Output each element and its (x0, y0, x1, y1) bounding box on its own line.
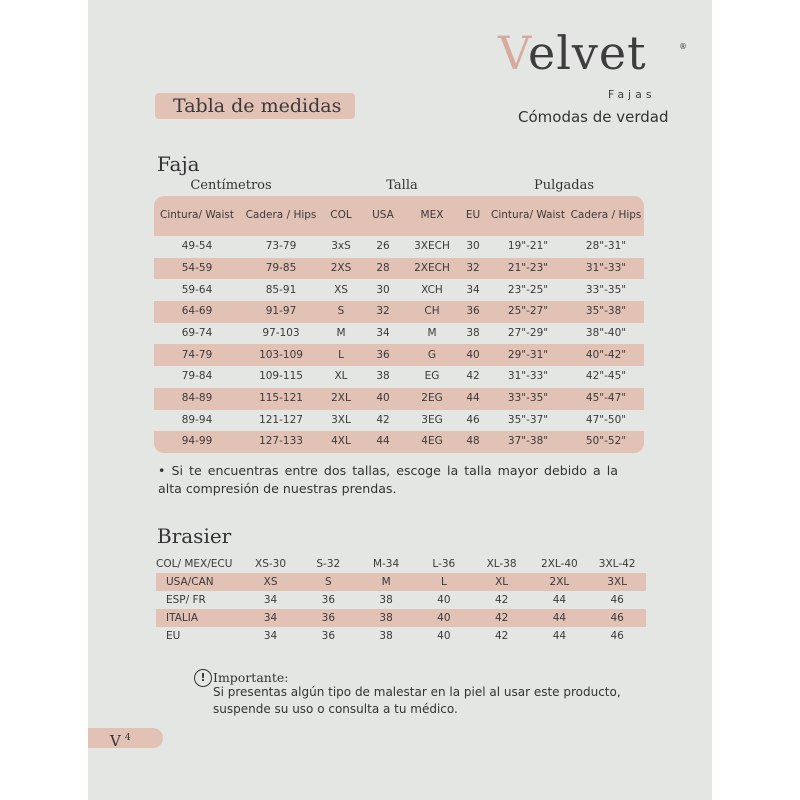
group-pulgadas: Pulgadas (533, 178, 595, 193)
table-cell: 3XL (607, 576, 628, 588)
table-row (154, 279, 644, 301)
table-cell: M (427, 327, 437, 340)
page (88, 0, 712, 800)
table-cell: L (440, 576, 447, 588)
table-cell: 3XECH (414, 240, 450, 253)
table-cell: 50"-52" (585, 435, 627, 448)
table-cell: 97-103 (262, 327, 300, 340)
table-row (156, 555, 646, 573)
table-cell: 74-79 (181, 348, 213, 361)
table-cell: 35"-37" (507, 413, 549, 426)
table-cell: 3XL (331, 413, 351, 426)
table-cell: XCH (421, 283, 443, 296)
table-cell: 31"-33" (585, 261, 627, 274)
table-cell: XS-30 (255, 558, 287, 570)
table-cell: 64-69 (181, 305, 213, 318)
table-cell: 59-64 (181, 283, 213, 296)
table-cell: 3xS (331, 240, 351, 253)
table-row (154, 366, 644, 388)
table-cell: 19"-21" (507, 240, 549, 253)
table-cell: 103-109 (259, 348, 303, 361)
table-cell: 38 (466, 327, 480, 340)
table-cell: 40 (437, 594, 451, 606)
header-cell: EU (465, 209, 481, 222)
table-cell: 46 (610, 630, 624, 642)
table-row (154, 258, 644, 280)
table-row (156, 609, 646, 627)
brasier-title: Brasier (157, 524, 232, 548)
table-cell: XL (495, 576, 509, 588)
table-cell: 2EG (421, 392, 443, 405)
table-cell: M (381, 576, 391, 588)
table-cell: 94-99 (181, 435, 213, 448)
table-cell: 44 (552, 630, 567, 642)
faja-title: Faja (157, 152, 200, 176)
table-cell: S (325, 576, 332, 588)
table-row (154, 388, 644, 410)
table-cell: 45"-47" (585, 392, 627, 405)
table-cell: 35"-38" (585, 305, 627, 318)
table-cell: 28"-31" (585, 240, 627, 253)
table-cell: ITALIA (166, 612, 199, 624)
table-cell: 42 (376, 413, 390, 426)
table-row (154, 323, 644, 345)
table-row (154, 301, 644, 323)
registered-mark: ® (679, 42, 687, 51)
table-cell: 46 (466, 413, 480, 426)
table-cell: 27"-29" (507, 327, 549, 340)
table-cell: 25"-27" (507, 305, 549, 318)
table-cell: 38 (379, 612, 393, 624)
table-cell: XS (263, 576, 278, 588)
table-cell: 2XECH (414, 261, 450, 274)
table-cell: S-32 (316, 558, 341, 570)
table-cell: 54-59 (181, 261, 213, 274)
table-cell: 69-74 (181, 327, 213, 340)
table-cell: 79-85 (265, 261, 297, 274)
header-cell: Cintura/ Waist (160, 209, 234, 222)
warning-icon: ! (194, 669, 212, 687)
table-row (156, 627, 646, 645)
table-cell: 3XL-42 (598, 558, 636, 570)
header-cell: Cintura/ Waist (491, 209, 565, 222)
table-cell: 26 (376, 240, 390, 253)
table-cell: 109-115 (259, 370, 303, 383)
table-cell: XL-38 (486, 558, 517, 570)
tagline: Cómodas de verdad (518, 108, 669, 126)
header-cell: Cadera / Hips (570, 209, 642, 222)
table-cell: 4EG (421, 435, 443, 448)
table-cell: 2XL-40 (541, 558, 578, 570)
table-cell: 47"-50" (585, 413, 627, 426)
table-cell: 36 (376, 348, 390, 361)
table-cell: 34 (263, 630, 278, 642)
table-cell: 29"-31" (507, 348, 549, 361)
table-cell: 44 (466, 392, 480, 405)
page-title: Tabla de medidas (155, 93, 355, 119)
group-cm: Centímetros (190, 178, 272, 193)
table-cell: 28 (376, 261, 390, 274)
table-cell: G (427, 348, 437, 361)
faja-header-row (154, 196, 644, 236)
table-cell: 40"-42" (585, 348, 627, 361)
table-cell: 33"-35" (585, 283, 627, 296)
brasier-size-table (156, 555, 646, 645)
table-cell: 38 (379, 630, 393, 642)
table-cell: 84-89 (181, 392, 213, 405)
table-row (154, 236, 644, 258)
table-cell: 48 (466, 435, 480, 448)
table-cell: 73-79 (265, 240, 297, 253)
table-row (154, 410, 644, 432)
table-cell: 37"-38" (507, 435, 549, 448)
header-cell: MEX (420, 209, 444, 222)
table-cell: USA/CAN (166, 576, 214, 588)
important-title: Importante: (213, 670, 289, 685)
table-cell: 40 (437, 612, 451, 624)
page-number: V $^4$ (88, 728, 163, 748)
brand-logo: Velvet (498, 26, 647, 80)
table-cell: 4XL (331, 435, 351, 448)
table-cell: 34 (466, 283, 480, 296)
table-cell: 42 (494, 594, 509, 606)
table-cell: EG (424, 370, 440, 383)
table-cell: CH (424, 305, 440, 318)
table-cell: 115-121 (259, 392, 303, 405)
table-cell: 40 (437, 630, 451, 642)
group-talla: Talla (386, 178, 418, 193)
table-cell: 42"-45" (585, 370, 627, 383)
table-cell: 85-91 (265, 283, 297, 296)
table-cell: 44 (552, 612, 567, 624)
table-cell: 30 (376, 283, 390, 296)
table-cell: 40 (466, 348, 480, 361)
table-row (156, 591, 646, 609)
table-cell: XL (334, 370, 348, 383)
table-cell: 44 (552, 594, 567, 606)
table-cell: 2XL (331, 392, 351, 405)
table-cell: 46 (610, 612, 624, 624)
table-cell: M (336, 327, 346, 340)
table-cell: 21"-23" (507, 261, 549, 274)
table-row (156, 573, 646, 591)
table-row (154, 431, 644, 453)
brand-subtitle: Fajas (608, 88, 656, 101)
header-cell: USA (372, 209, 394, 222)
table-cell: 44 (376, 435, 390, 448)
table-cell: 2XL (549, 576, 570, 588)
table-cell: 34 (263, 612, 278, 624)
table-cell: COL/ MEX/ECU (156, 558, 233, 570)
table-cell: 34 (263, 594, 278, 606)
size-note: • Si te encuentras entre dos tallas, escoge la talla mayor debido a la alta compresión de nuestras prendas. (158, 463, 618, 496)
table-cell: 42 (494, 630, 509, 642)
table-cell: 3EG (421, 413, 443, 426)
table-cell: ESP/ FR (166, 594, 206, 606)
table-cell: 46 (610, 594, 624, 606)
table-cell: 121-127 (259, 413, 303, 426)
table-cell: 42 (466, 370, 480, 383)
header-cell: COL (330, 209, 352, 222)
table-cell: L-36 (432, 558, 456, 570)
table-cell: 36 (466, 305, 480, 318)
table-cell: 36 (321, 594, 336, 606)
table-cell: M-34 (372, 558, 400, 570)
table-cell: S (337, 305, 345, 318)
header-cell: Cadera / Hips (245, 209, 317, 222)
table-cell: 36 (321, 630, 336, 642)
table-cell: 89-94 (181, 413, 213, 426)
table-cell: 42 (494, 612, 509, 624)
table-cell: 23"-25" (507, 283, 549, 296)
table-cell: XS (334, 283, 348, 296)
table-cell: 34 (376, 327, 390, 340)
table-cell: 32 (466, 261, 480, 274)
table-cell: 79-84 (181, 370, 213, 383)
important-text: Si presentas algún tipo de malestar en la piel al usar este producto, suspende su uso o consulta a tu médico. (213, 685, 621, 716)
table-cell: 38 (379, 594, 393, 606)
table-cell: 2XS (330, 261, 352, 274)
table-cell: 38 (376, 370, 390, 383)
table-cell: 127-133 (259, 435, 303, 448)
table-cell: 31"-33" (507, 370, 549, 383)
table-cell: 49-54 (181, 240, 213, 253)
table-cell: 32 (376, 305, 390, 318)
table-cell: 40 (376, 392, 390, 405)
faja-size-table (154, 196, 644, 453)
table-row (154, 344, 644, 366)
table-cell: 36 (321, 612, 336, 624)
table-cell: EU (166, 630, 181, 642)
table-cell: 33"-35" (507, 392, 549, 405)
table-cell: L (338, 348, 344, 361)
table-cell: 30 (466, 240, 480, 253)
table-cell: 38"-40" (585, 327, 627, 340)
table-cell: 91-97 (265, 305, 297, 318)
